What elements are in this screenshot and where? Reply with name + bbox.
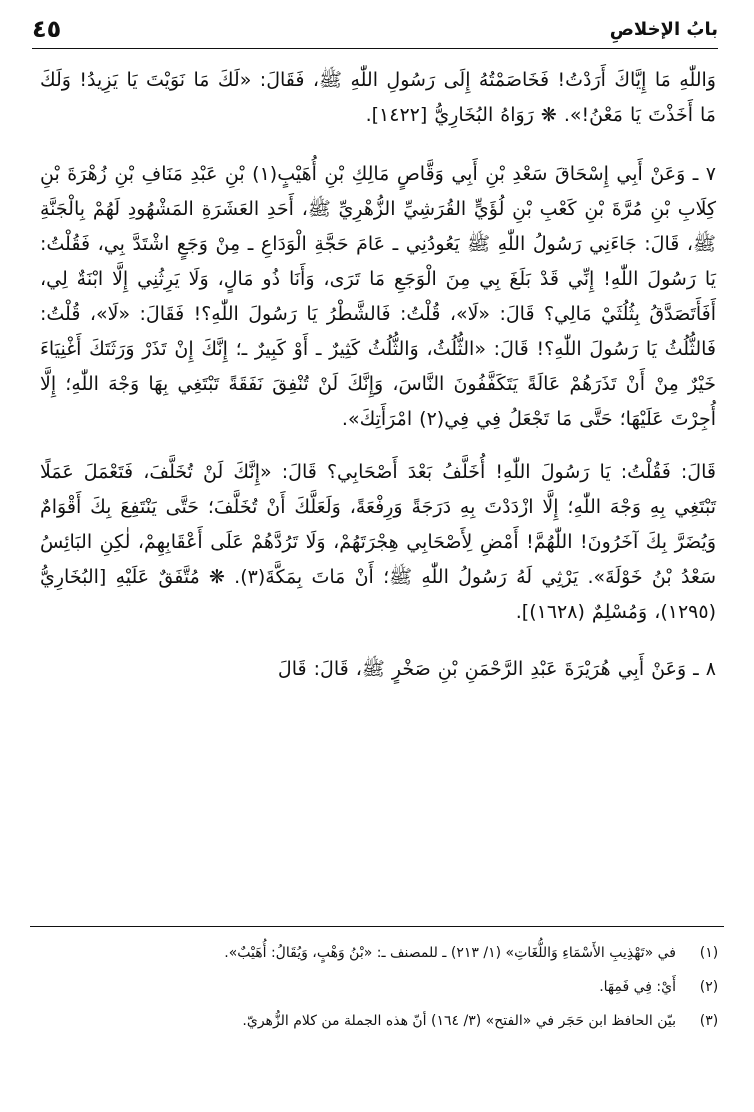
- footnote-marker: (١): [699, 945, 719, 961]
- footnote-text: بيّن الحافظ ابن حَجَر في «الفتح» (٣/ ١٦٤) أنّ هذه الجملة من كلام الزُّهريّ.: [242, 1013, 676, 1029]
- hadith-paragraph-4: ٨ ـ وَعَنْ أَبِي هُرَيْرَةَ عَبْدِ الرَّحْمَنِ بْنِ صَخْرٍ ﷺ، قَالَ: قَالَ: [277, 658, 716, 680]
- footnotes: [30, 936, 724, 1038]
- footnote-text: أَيْ: فِي فَمِهَا.: [599, 979, 676, 995]
- footnote-divider: [30, 926, 724, 927]
- footnote: [30, 936, 724, 970]
- footnote: [30, 970, 724, 1004]
- page-number: ٤٥: [32, 15, 62, 43]
- hadith-paragraph-3: قَالَ: فَقُلْتُ: يَا رَسُولَ اللّٰهِ! أُخَلَّفُ بَعْدَ أَصْحَابِي؟ قَالَ: «إِنَّكَ لَنْ تُخَلَّفَ، فَتَعْمَلَ عَمَلًا تَبْتَغِي بِهِ وَجْهَ اللّٰهِ؛ إِلَّا ازْدَدْتَ بِهِ دَرَجَةً وَرِفْعَةً، وَلَعَلَّكَ أَنْ تُخَلَّفَ؛ حَتَّى يَنْتَفِعَ بِكَ أَقْوَامٌ وَيُضَرَّ بِكَ آخَرُونَ! اللّٰهُمَّ! أَمْضِ لِأَصْحَابِي هِجْرَتَهُمْ، وَلَا تَرُدَّهُمْ عَلَى أَعْقَابِهِمْ، لٰكِنِ البَائِسُ سَعْدُ بْنُ خَوْلَةَ». يَرْثِي لَهُ رَسُولُ اللّٰهِ ﷺ؛ أَنْ مَاتَ بِمَكَّةَ(٣). ❋ مُتَّفَقٌ عَلَيْهِ [البُخَارِيُّ (١٢٩٥)، وَمُسْلِمٌ (١٦٢٨)].: [40, 461, 717, 623]
- hadith-paragraph-2: ٧ ـ وَعَنْ أَبِي إِسْحَاقَ سَعْدِ بْنِ أَبِي وَقَّاصٍ مَالِكِ بْنِ أُهَيْبٍ(١) بْنِ عَبْدِ مَنَافِ بْنِ زُهْرَةَ بْنِ كِلَابِ بْنِ مُرَّةَ بْنِ كَعْبِ بْنِ لُؤَيٍّ القُرَشِيِّ الزُّهْرِيِّ ﷺ، أَحَدِ العَشَرَةِ المَشْهُودِ لَهُمْ بِالْجَنَّةِ ﷺ، قَالَ: جَاءَنِي رَسُولُ اللّٰهِ ﷺ يَعُودُنِي ـ عَامَ حَجَّةِ الْوَدَاعِ ـ مِنْ وَجَعٍ اشْتَدَّ بِي، فَقُلْتُ: يَا رَسُولَ اللّٰهِ! إِنِّي قَدْ بَلَغَ بِي مِنَ الْوَجَعِ مَا تَرَى، وَأَنَا ذُو مَالٍ، وَلَا يَرِثُنِي إِلَّا ابْنَةٌ لِي، أَفَأَتَصَدَّقُ بِثُلُثَيْ مَالِي؟ قَالَ: «لَا»، قُلْتُ: فَالشَّطْرُ يَا رَسُولَ اللّٰهِ؟! فَقَالَ: «لَا»، قُلْتُ: فَالثُّلُثُ يَا رَسُولَ اللّٰهِ؟! قَالَ: «الثُّلُثُ، وَالثُّلُثُ كَثِيرٌ ـ أَوْ كَبِيرٌ ـ؛ إِنَّكَ إِنْ تَذَرْ وَرَثَتَكَ أَغْنِيَاءَ خَيْرٌ مِنْ أَنْ تَذَرَهُمْ عَالَةً يَتَكَفَّفُونَ النَّاسَ، وَإِنَّكَ لَنْ تُنْفِقَ نَفَقَةً تَبْتَغِي بِهَا وَجْهَ اللّٰهِ؛ إِلَّا أُجِرْتَ عَلَيْهَا؛ حَتَّى مَا تَجْعَلُ فِي فِي(٢) امْرَأَتِكَ».: [40, 163, 716, 430]
- footnote: [30, 1004, 724, 1038]
- footnote-marker: (٢): [699, 979, 719, 995]
- footnote-text: في «تَهْذِيبِ الأَسْمَاءِ وَاللُّغَاتِ» (١/ ٢١٣) ـ للمصنف ـ: «بْنُ وَهْبٍ، وَيُقَالُ: أُهَيْبٌ».: [224, 945, 676, 961]
- running-title: بابُ الإخلاصِ: [609, 18, 718, 40]
- footnote-marker: (٣): [699, 1013, 719, 1029]
- page-header: [32, 10, 718, 49]
- hadith-paragraph-1: وَاللّٰهِ مَا إِيَّاكَ أَرَدْتُ! فَخَاصَمْتُهُ إِلَى رَسُولِ اللّٰهِ ﷺ، فَقَالَ: «لَكَ مَا نَوَيْتَ يَا يَزِيدُ! وَلَكَ مَا أَخَذْتَ يَا مَعْنُ!». ❋ رَوَاهُ البُخَارِيُّ [١٤٢٢].: [40, 69, 716, 126]
